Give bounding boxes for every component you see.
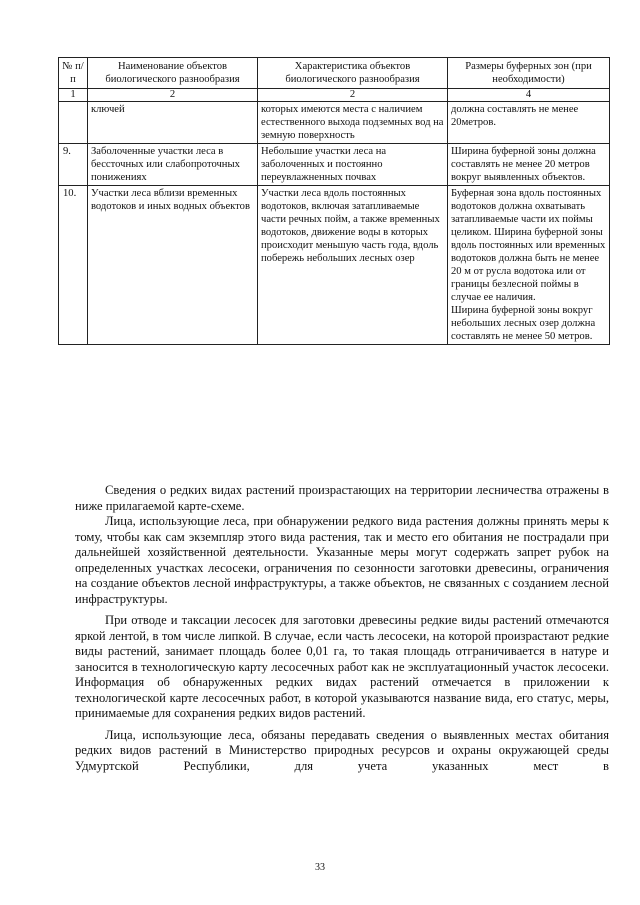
row-name: Участки леса вблизи временных водотоков и иных водных объектов xyxy=(88,186,258,345)
index-cell: 2 xyxy=(258,89,448,102)
paragraph: Сведения о редких видах растений произрастающих на территории лесничества отражены в ниже прилагаемой карте-схеме. xyxy=(75,483,609,513)
index-cell: 1 xyxy=(59,89,88,102)
index-cell: 2 xyxy=(88,89,258,102)
table-row xyxy=(59,186,610,345)
row-characteristic: которых имеются места с наличием естественного выхода подземных вод на земную поверхность xyxy=(258,102,448,144)
index-cell: 4 xyxy=(448,89,610,102)
row-characteristic: Небольшие участки леса на заболоченных и постоянно переувлажненных почвах xyxy=(258,144,448,186)
row-name: ключей xyxy=(88,102,258,144)
row-buffer: должна составлять не менее 20метров. xyxy=(448,102,610,144)
row-buffer-text: Буферная зона вдоль постоянных водотоков должна охватывать затапливаемые части их поймы целиком. Ширина буферной зоны вдоль постоянных или временных водотоков должна быть не менее 20 м от русла водотока или от границы безлесной поймы в случае ее наличия. xyxy=(451,188,606,303)
body-text xyxy=(75,483,609,774)
row-number xyxy=(59,102,88,144)
row-characteristic: Участки леса вдоль постоянных водотоков, включая затапливаемые части речных пойм, а также временных водотоков, движение воды в которых происходит меньшую часть года, вдоль побережь небольших лесных озер xyxy=(258,186,448,345)
table-index-row xyxy=(59,89,610,102)
row-number: 10. xyxy=(59,186,88,345)
paragraph: Лица, использующие леса, обязаны передавать сведения о выявленных местах обитания редких видов растений в Министерство природных ресурсов и охраны окружающей среды Удмуртской Республики, для учета указанных мест в xyxy=(75,727,609,773)
paragraph: При отводе и таксации лесосек для заготовки древесины редкие виды растений отмечаются яркой лентой, в том числе липкой. В случае, если часть лесосеки, на которой произрастают редкие виды растений, занимает площадь более 0,01 га, то такая площадь отграничивается в натуре и заносится в технологическую карту лесосечных работ как не эксплуатационный участок лесосеки. Информация об обнаруженных редких видах растений отмечается в приложении к технологической карте лесосечных работ, в которой указываются название вида, его статус, меры, принимаемые для сохранения редких видов растений. xyxy=(75,613,609,720)
row-buffer-extra: Ширина буферной зоны вокруг небольших лесных озер должна составлять не менее 50 метров. xyxy=(451,305,596,342)
table-row xyxy=(59,102,610,144)
header-object-name: Наименование объектов биологического разнообразия xyxy=(88,58,258,89)
table-header-row xyxy=(59,58,610,89)
row-buffer: Ширина буферной зоны должна составлять не менее 20 метров вокруг выявленных объектов. xyxy=(448,144,610,186)
table-row xyxy=(59,144,610,186)
row-number: 9. xyxy=(59,144,88,186)
paragraph: Лица, использующие леса, при обнаружении редкого вида растения должны принять меры к тому, чтобы как сам экземпляр этого вида растения, так и место его обитания не пострадали при дальнейшей хозяйственной деятельности. Указанные меры могут содержать запрет рубок на определенных участках лесосеки, ограничения по сезонности заготовки древесины, ограничения на создание объектов лесной инфраструктуры, а также объектов, не связанных с созданием лесной инфраструктуры. xyxy=(75,514,609,606)
header-number: № п/п xyxy=(59,58,88,89)
page-number: 33 xyxy=(315,862,325,873)
biodiversity-table xyxy=(58,57,610,345)
header-buffer-size: Размеры буферных зон (при необходимости) xyxy=(448,58,610,89)
row-name: Заболоченные участки леса в бессточных или слабопроточных понижениях xyxy=(88,144,258,186)
header-characteristic: Характеристика объектов биологического разнообразия xyxy=(258,58,448,89)
row-buffer xyxy=(448,186,610,345)
